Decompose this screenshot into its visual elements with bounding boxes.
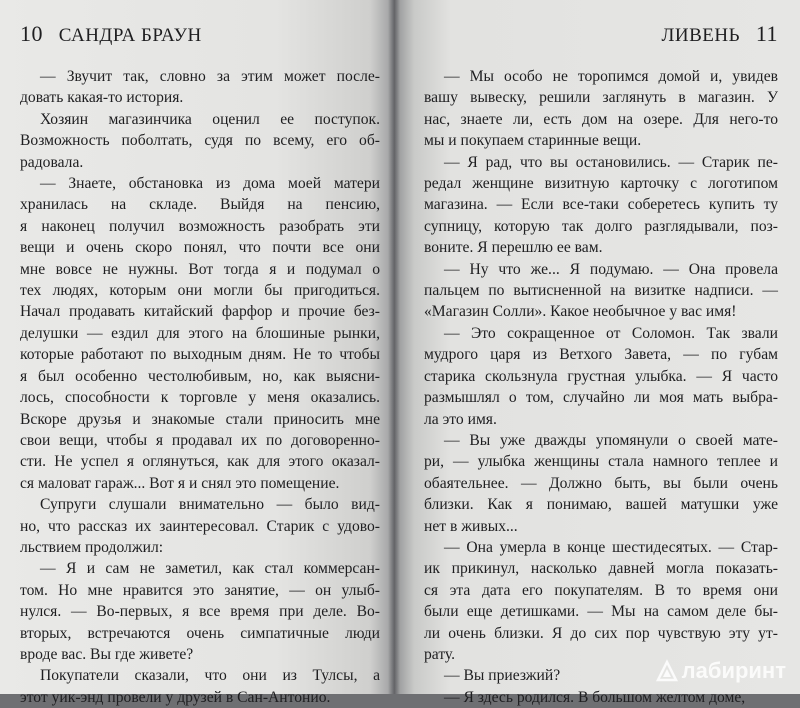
right-page-text xyxy=(424,66,778,708)
text-line: — Я здесь родился. В большом желтом доме, xyxy=(444,688,746,706)
text-line: сти. Не успел я оглянуться, как для этого оказал- xyxy=(20,453,380,471)
watermark-text: лабиринт xyxy=(681,658,786,683)
text-line: нет в живых... xyxy=(424,517,518,535)
text-line: супницу, которую так долго разглядывали, поз- xyxy=(424,217,778,235)
text-line: старика скользнула грустная улыбка. — Я часто xyxy=(424,367,778,385)
text-line: магазина. — Если все-таки соберетесь купить ту xyxy=(424,196,778,214)
text-line: я был особенно честолюбивым, но, как выясни- xyxy=(20,367,380,385)
text-line: Супруги слушали внимательно — было вид- xyxy=(40,496,380,514)
labyrinth-logo-icon xyxy=(656,660,678,682)
text-line: ик прикинул, насколько давней могла показать- xyxy=(424,560,778,578)
text-line: «Магазин Солли». Какое необычное у вас имя! xyxy=(424,303,737,321)
text-line: этот уик-энд провели у друзей в Сан-Антонио. xyxy=(20,688,331,706)
text-line: делушки — ездил для этого на блошиные рынки, xyxy=(20,324,380,342)
text-line: обаятельнее. — Должно быть, вы были очень xyxy=(424,474,778,492)
watermark-logo xyxy=(656,658,786,684)
text-line: ри, — улыбка женщины стала намного теплее и xyxy=(424,453,778,471)
text-line: Хозяин магазинчика оценил ее поступок. xyxy=(40,110,380,128)
text-line: том. Но мне нравится это занятие, — он улыб- xyxy=(20,581,380,599)
left-running-head: САНДРА БРАУН xyxy=(58,25,202,46)
right-page-number: 11 xyxy=(755,21,778,46)
text-line: — Мы особо не торопимся домой и, увидев xyxy=(444,68,778,85)
text-line: — Я и сам не заметил, как стал коммерсан- xyxy=(40,560,380,578)
text-line: я наконец получил возможность разобрать эти xyxy=(20,217,380,235)
right-running-head: ЛИВЕНЬ xyxy=(661,25,741,46)
text-line: мне вовсе не нужны. Вот тогда я и подумал о xyxy=(20,260,380,278)
text-line: — Знаете, обстановка из дома моей матери xyxy=(40,175,380,193)
text-line: рату. xyxy=(424,645,456,663)
text-line: воните. Я перешлю ее вам. xyxy=(424,239,603,257)
text-line: хранилась на складе. Выйдя на пенсию, xyxy=(20,196,380,214)
text-line: близки. Как я понимаю, вашей матушки уже xyxy=(424,496,778,514)
text-line: ся маловат гараж... Вот я и снял это помещение. xyxy=(20,474,340,492)
text-line: размышлял о том, случайно ли моя мать выбра- xyxy=(424,389,778,407)
left-page-header xyxy=(20,22,380,48)
text-line: мудрого царя из Ветхого Завета, — по губам xyxy=(424,346,778,364)
left-page xyxy=(0,0,394,706)
left-page-number: 10 xyxy=(20,21,43,46)
text-line: лось, способности к торговле у меня оказались. xyxy=(20,389,380,407)
text-line: нулся. — Во-первых, я все время при деле. Во- xyxy=(20,603,380,621)
text-line: ли очень близки. Я до сих пор чувствую эту ут- xyxy=(424,624,778,642)
text-line: вещи и очень скоро понял, что почти все они xyxy=(20,239,380,257)
text-line: Начал продавать китайский фарфор и прочие без- xyxy=(20,303,380,321)
text-line: — Вы приезжий? xyxy=(444,667,561,685)
text-line: радовала. xyxy=(20,153,84,171)
text-line: — Это сокращенное от Соломон. Так звали xyxy=(444,324,778,342)
text-line: вторых, встречаются очень симпатичные люди xyxy=(20,624,380,642)
right-page xyxy=(394,0,800,706)
text-line: — Звучит так, словно за этим может после- xyxy=(40,68,380,85)
text-line: которые работают по выходным дням. Не то чтобы xyxy=(20,346,380,364)
text-line: нас, знаете ли, есть дом на озере. Для него-то xyxy=(424,110,778,128)
text-line: Вскоре друзья и знакомые стали приносить мне xyxy=(20,410,380,428)
text-line: вроде вас. Вы где живете? xyxy=(20,645,194,663)
text-line: — Она умерла в конце шестидесятых. — Стар- xyxy=(444,538,778,556)
text-line: Возможность поболтать, судя по всему, его об- xyxy=(20,132,380,150)
text-line: пальцем по вытисненной на визитке надписи. — xyxy=(424,282,778,300)
text-line: редал женщине визитную карточку с логотипом xyxy=(424,175,778,193)
text-line: тех людях, которым они могли бы пригодиться. xyxy=(20,282,380,300)
text-line: но, что рассказ их заинтересовал. Старик с удово- xyxy=(20,517,380,535)
text-line: — Я рад, что вы остановились. — Старик пе- xyxy=(444,153,778,171)
text-line: вашу вывеску, решили заглянуть в магазин. У xyxy=(424,89,778,107)
text-line: были еще детишками. — Мы на самом деле бы- xyxy=(424,603,778,621)
text-line: Покупатели сказали, что они из Тулсы, а xyxy=(40,667,380,685)
left-page-text xyxy=(20,66,380,708)
text-line: свои вещи, чтобы я продавал их по договоренно- xyxy=(20,431,380,449)
text-line: льствием продолжил: xyxy=(20,538,164,556)
text-line: ся эта дата его покупателям. В то время они xyxy=(424,581,778,599)
right-page-header xyxy=(424,22,778,48)
text-line: ла это имя. xyxy=(424,410,497,428)
text-line: мы и покупаем старинные вещи. xyxy=(424,132,642,150)
text-line: довать какая-то история. xyxy=(20,89,184,107)
text-line: — Ну что же... Я подумаю. — Она провела xyxy=(444,260,778,278)
book-gutter xyxy=(388,0,400,694)
text-line: — Вы уже дважды упомянули о своей мате- xyxy=(444,431,778,449)
